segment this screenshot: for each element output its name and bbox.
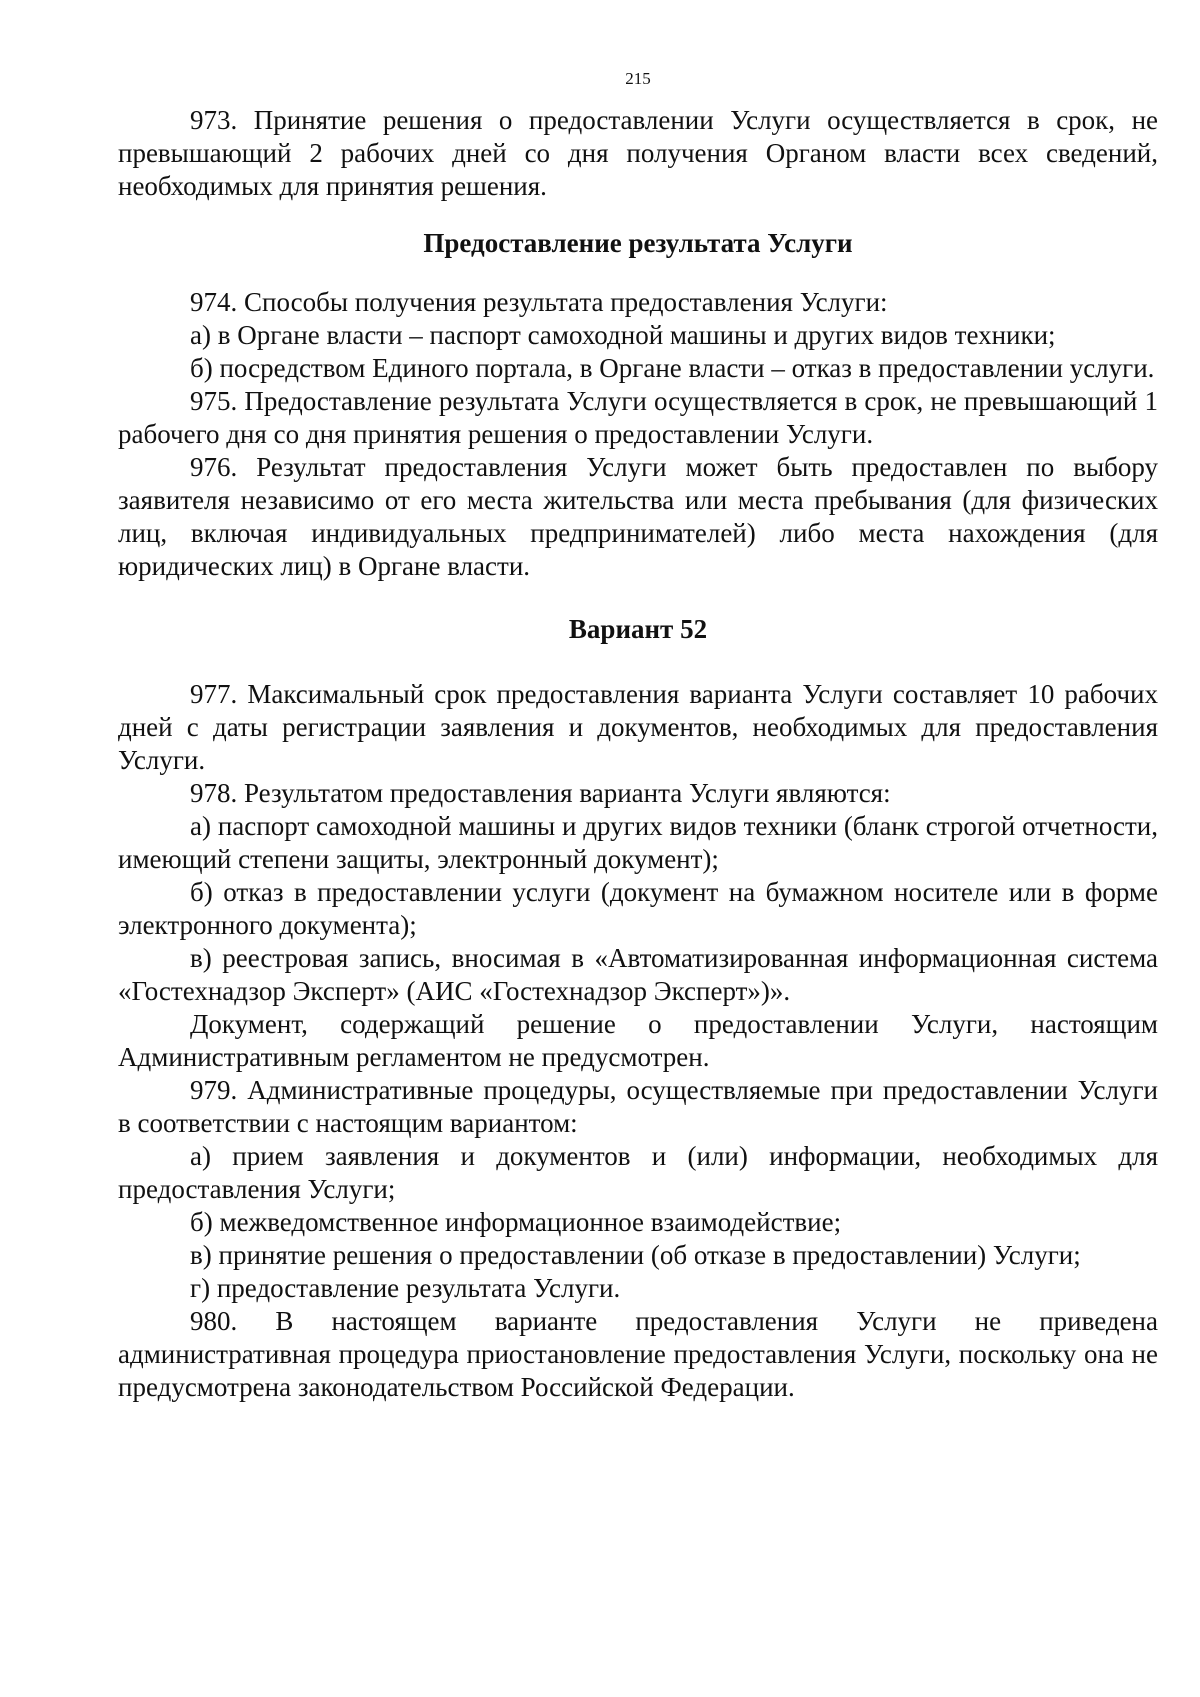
- paragraph-980: 980. В настоящем варианте предоставления Услуги не приведена административная процедура приостановление предоставления Услуги, поскольку она не предусмотрена законодательством Российской Федерации.: [118, 1306, 1158, 1402]
- document-page: [118, 60, 1158, 1404]
- paragraph-978-v: в) реестровая запись, вносимая в «Автоматизированная информационная система «Гостехнадзор Эксперт» (АИС «Гостехнадзор Эксперт»)».: [118, 943, 1158, 1006]
- section-heading-variant: Вариант 52: [568, 614, 708, 644]
- paragraph-978: 978. Результатом предоставления варианта Услуги являются:: [190, 778, 891, 808]
- section-heading-result: Предоставление результата Услуги: [423, 228, 853, 258]
- paragraph-973: 973. Принятие решения о предоставлении Услуги осуществляется в срок, не превышающий 2 рабочих дней со дня получения Органом власти всех сведений, необходимых для принятия решения.: [118, 105, 1158, 201]
- paragraph-979-a: а) прием заявления и документов и (или) информации, необходимых для предоставления Услуги;: [118, 1141, 1158, 1204]
- paragraph-979-g: г) предоставление результата Услуги.: [190, 1273, 621, 1303]
- paragraph-974: 974. Способы получения результата предоставления Услуги:: [190, 287, 888, 317]
- paragraph-976: 976. Результат предоставления Услуги может быть предоставлен по выбору заявителя независимо от его места жительства или места пребывания (для физических лиц, включая индивидуальных предпринимателей) либо места нахождения (для юридических лиц) в Органе власти.: [118, 452, 1158, 581]
- paragraph-978-a: а) паспорт самоходной машины и других видов техники (бланк строгой отчетности, имеющий степени защиты, электронный документ);: [118, 811, 1158, 874]
- paragraph-979: 979. Административные процедуры, осуществляемые при предоставлении Услуги в соответствии с настоящим вариантом:: [118, 1075, 1158, 1138]
- paragraph-975: 975. Предоставление результата Услуги осуществляется в срок, не превышающий 1 рабочего дня со дня принятия решения о предоставлении Услуги.: [118, 386, 1158, 449]
- paragraph-977: 977. Максимальный срок предоставления варианта Услуги составляет 10 рабочих дней с даты регистрации заявления и документов, необходимых для предоставления Услуги.: [118, 679, 1158, 775]
- page-number: 215: [625, 69, 651, 88]
- paragraph-974-b: б) посредством Единого портала, в Органе власти – отказ в предоставлении услуги.: [190, 353, 1155, 383]
- paragraph-document-note: Документ, содержащий решение о предоставлении Услуги, настоящим Административным регламентом не предусмотрен.: [118, 1009, 1158, 1072]
- paragraph-979-v: в) принятие решения о предоставлении (об отказе в предоставлении) Услуги;: [190, 1240, 1081, 1270]
- paragraph-978-b: б) отказ в предоставлении услуги (документ на бумажном носителе или в форме электронного документа);: [118, 877, 1158, 940]
- paragraph-979-b: б) межведомственное информационное взаимодействие;: [190, 1207, 842, 1237]
- paragraph-974-a: а) в Органе власти – паспорт самоходной машины и других видов техники;: [190, 320, 1056, 350]
